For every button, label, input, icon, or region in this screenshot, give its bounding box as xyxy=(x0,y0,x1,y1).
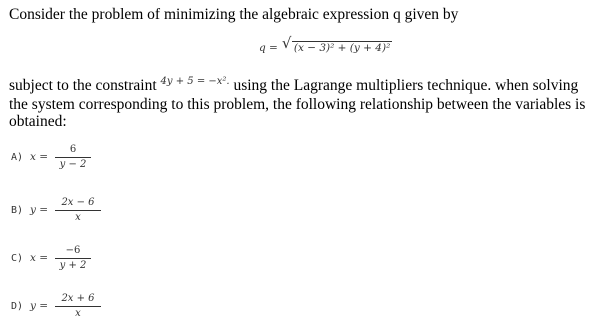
option-fraction xyxy=(55,292,101,321)
objective-formula xyxy=(259,34,392,56)
option-fraction xyxy=(55,244,91,273)
fraction-denominator: y + 2 xyxy=(59,260,87,271)
option-lhs: y = xyxy=(30,300,49,312)
option-label: D) xyxy=(11,301,24,312)
option-fraction xyxy=(55,196,101,225)
fraction-denominator: y − 2 xyxy=(59,159,87,170)
constraint-formula: 4y + 5 = −x². xyxy=(160,76,230,87)
option-lhs: y = xyxy=(30,204,49,216)
fraction-numerator: 2x − 6 xyxy=(61,197,95,208)
text-after-constraint: using the Lagrange multipliers technique. when solving the system corresponding to this problem, the following relationship between the variables is obtained: xyxy=(9,77,586,130)
question-intro: Consider the problem of minimizing the algebraic expression q given by xyxy=(9,6,459,23)
option-label: B) xyxy=(11,205,24,216)
question-body xyxy=(9,77,594,130)
fraction-denominator: x xyxy=(75,212,81,223)
option-lhs: x = xyxy=(30,252,49,264)
option-label: C) xyxy=(11,253,24,264)
radical-sign-icon: √ xyxy=(281,34,292,52)
square-root xyxy=(281,34,392,56)
fraction-denominator: x xyxy=(75,308,81,319)
option-label: A) xyxy=(11,152,24,163)
fraction-numerator: 6 xyxy=(69,144,77,155)
option-lhs: x = xyxy=(30,151,49,163)
fraction-numerator: 2x + 6 xyxy=(61,293,95,304)
option-fraction xyxy=(55,143,91,172)
formula-lhs: q = xyxy=(259,42,278,54)
text-before-constraint: subject to the constraint xyxy=(9,77,161,94)
formula-radicand: (x − 3)² + (y + 4)² xyxy=(293,42,391,54)
fraction-numerator: −6 xyxy=(65,245,81,256)
